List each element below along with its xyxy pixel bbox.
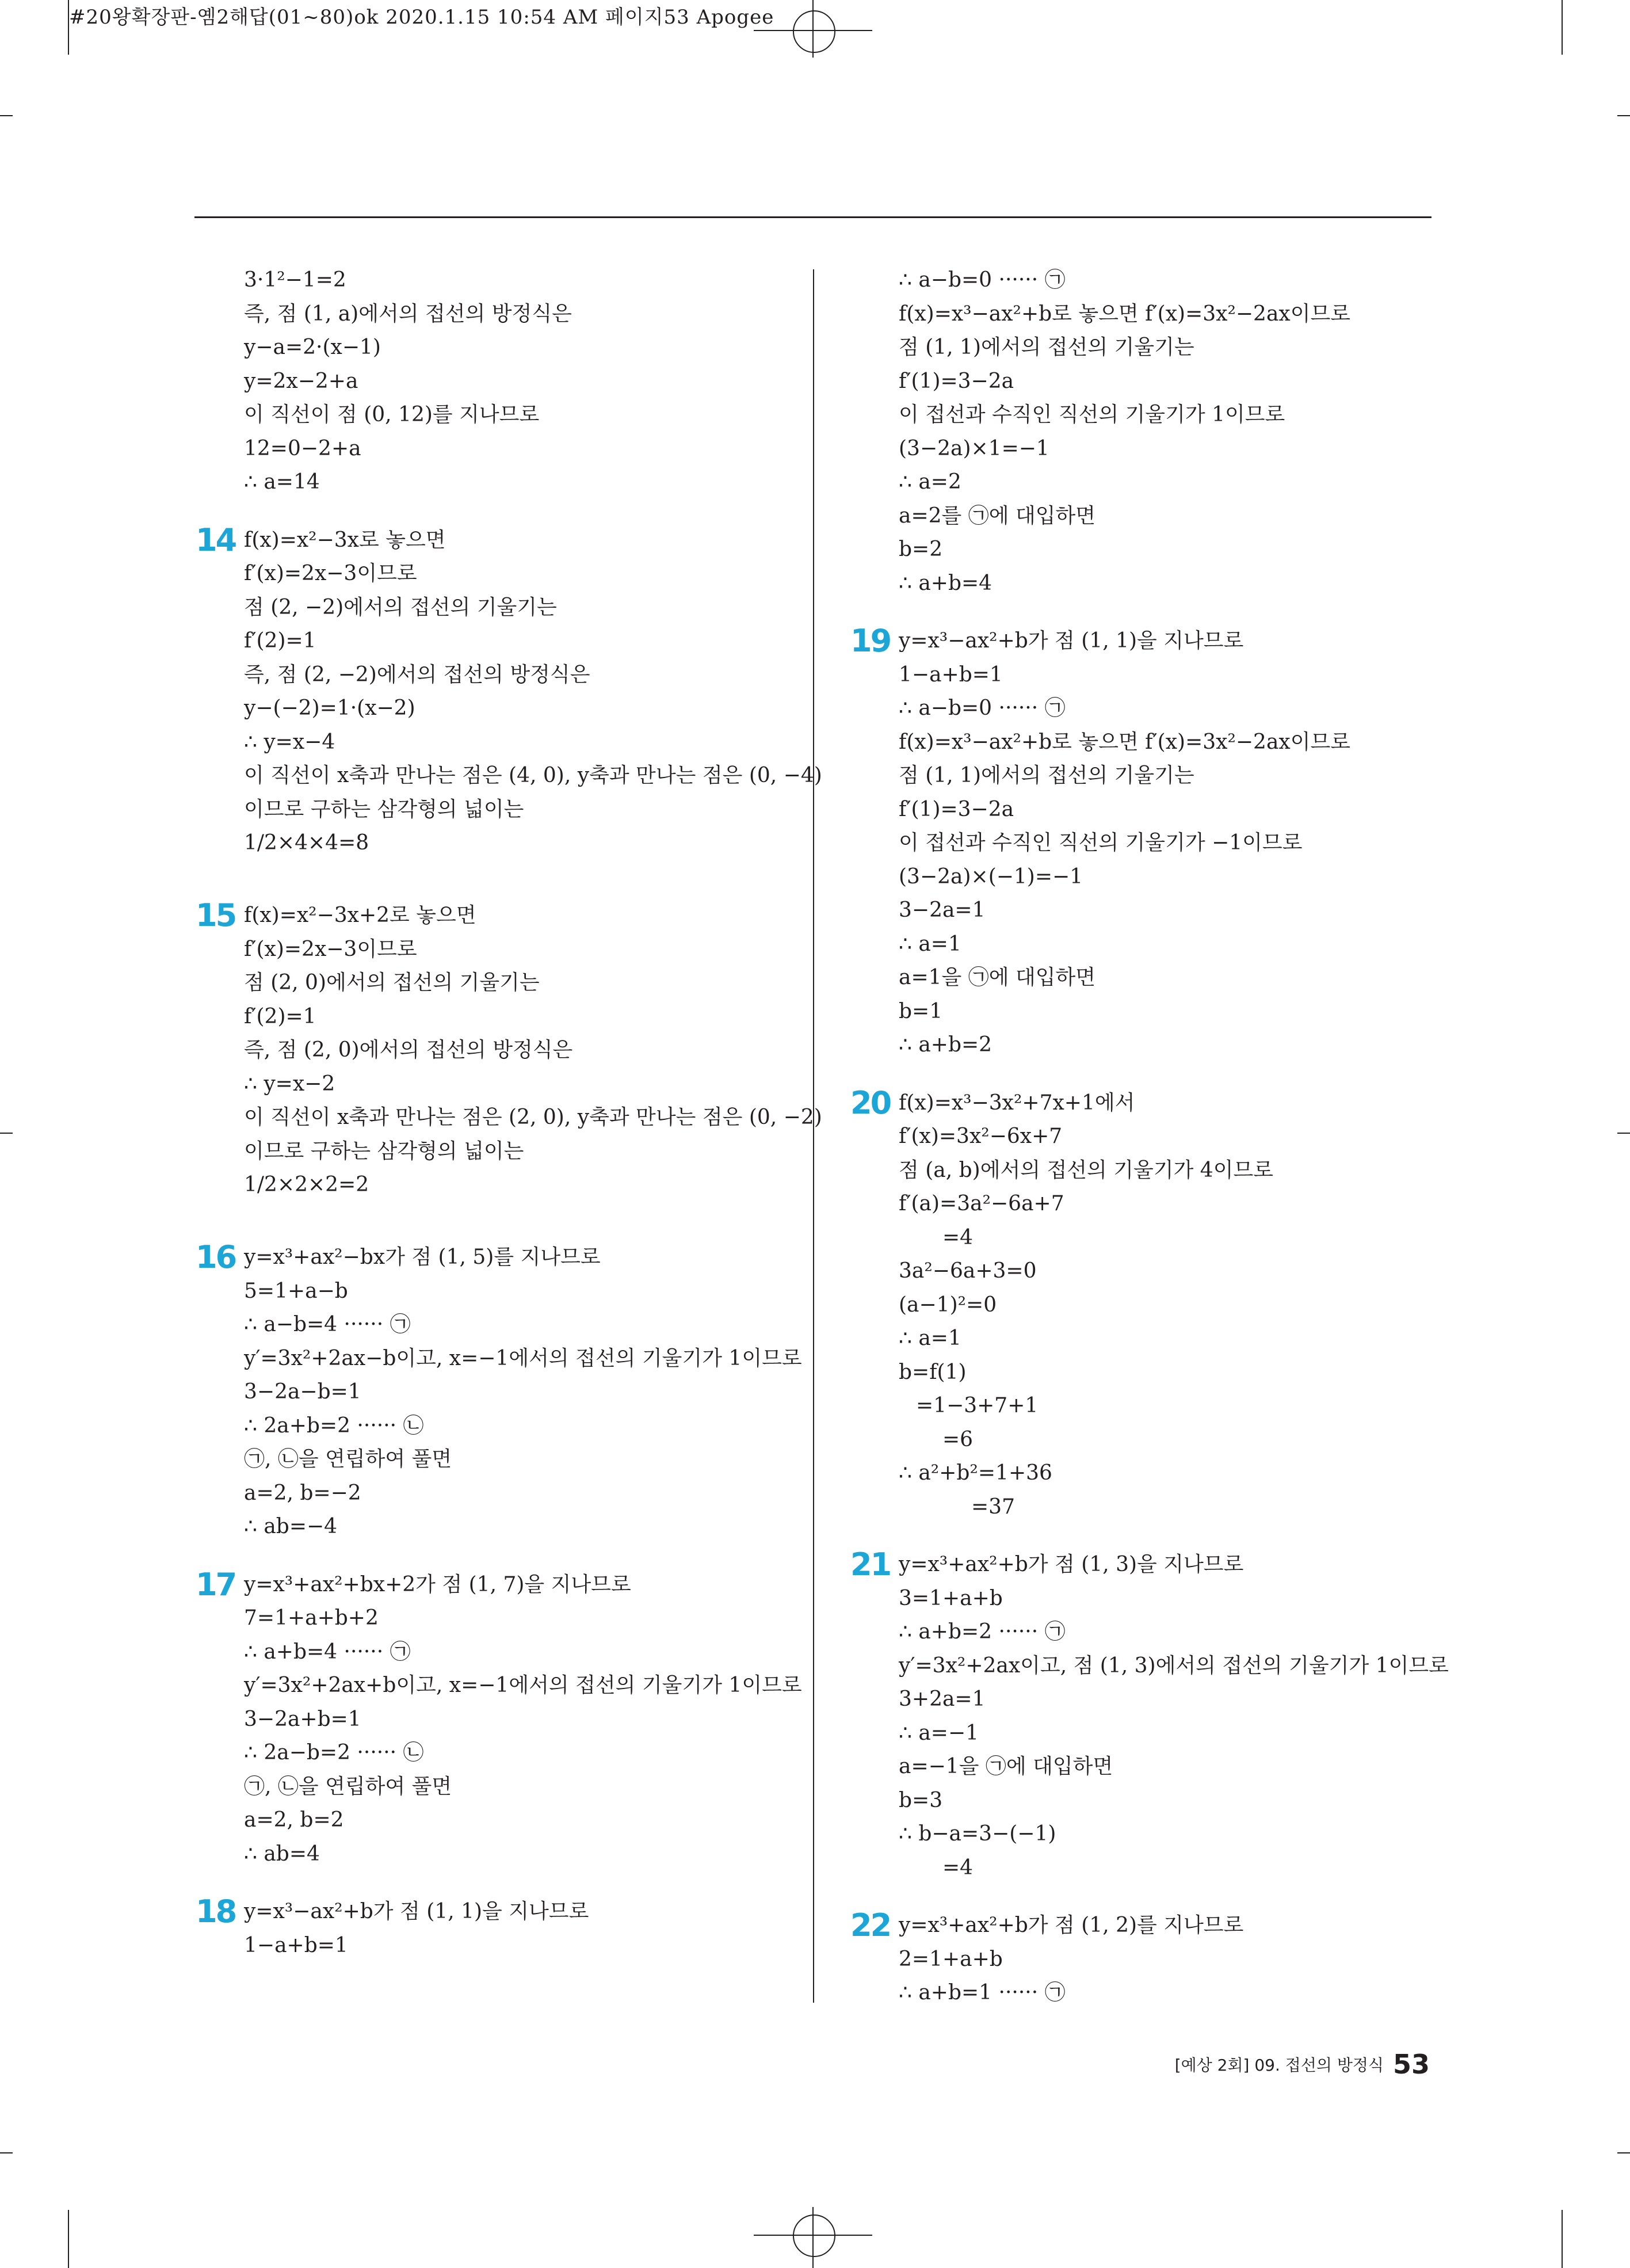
solution-line bbox=[850, 1750, 1432, 1784]
problem-number: 16 bbox=[196, 1239, 236, 1275]
registration-mark-icon bbox=[793, 2214, 835, 2257]
solution-line bbox=[196, 1308, 777, 1342]
line-text: 이 직선이 x축과 만나는 점은 (2, 0), y축과 만나는 점은 (0, −2) bbox=[244, 1106, 822, 1129]
solution-line bbox=[850, 1717, 1432, 1751]
solution-line bbox=[850, 1423, 1432, 1457]
solution-line bbox=[850, 1084, 1432, 1121]
solution-line bbox=[196, 1034, 777, 1068]
line-text: 5=1+a−b bbox=[244, 1279, 348, 1303]
solution-line bbox=[196, 1568, 777, 1602]
line-text: ∴ ab=4 bbox=[244, 1842, 320, 1866]
solution-line bbox=[850, 1649, 1449, 1683]
solution-line bbox=[850, 1356, 1432, 1390]
problem-number: 21 bbox=[850, 1546, 891, 1583]
line-text: ∴ y=x−4 bbox=[244, 730, 335, 754]
solution-line bbox=[850, 1548, 1432, 1582]
line-text: y=x³+ax²+b가 점 (1, 3)을 지나므로 bbox=[899, 1553, 1244, 1576]
solution-line bbox=[850, 398, 1432, 432]
line-text: 점 (2, −2)에서의 접선의 기울기는 bbox=[244, 595, 557, 619]
solution-line bbox=[850, 961, 1432, 995]
solution-line bbox=[196, 432, 777, 466]
solution-line bbox=[850, 1851, 1432, 1885]
line-text: 3+2a=1 bbox=[899, 1687, 986, 1711]
solution-line bbox=[196, 899, 777, 933]
solution-line bbox=[850, 995, 1432, 1029]
solution-line bbox=[850, 1943, 1432, 1977]
solution-line bbox=[850, 432, 1432, 466]
line-text: b=1 bbox=[899, 999, 943, 1023]
solution-line bbox=[850, 264, 1432, 298]
line-text: ∴ a−b=4 ······ ㉠ bbox=[244, 1313, 411, 1336]
line-text: 3−2a=1 bbox=[899, 898, 986, 922]
line-text: b=3 bbox=[899, 1788, 943, 1812]
line-text: ∴ a=2 bbox=[899, 470, 961, 494]
line-text: 이므로 구하는 삼각형의 넓이는 bbox=[244, 1139, 524, 1163]
solution-line bbox=[850, 1909, 1432, 1943]
solution-line bbox=[850, 1491, 1432, 1524]
solution-line bbox=[850, 331, 1432, 365]
solution-line bbox=[850, 1289, 1432, 1322]
solution-line bbox=[196, 1804, 777, 1838]
line-text: b=2 bbox=[899, 538, 943, 561]
line-text: a=2, b=2 bbox=[244, 1808, 344, 1832]
line-text: y−(−2)=1·(x−2) bbox=[244, 696, 415, 720]
line-text: (a−1)²=0 bbox=[899, 1293, 997, 1317]
line-text: a=−1을 ㉠에 대입하면 bbox=[899, 1755, 1113, 1778]
solution-line bbox=[850, 692, 1432, 726]
solution-line bbox=[850, 1221, 1432, 1255]
line-text: ∴ a+b=2 ······ ㉠ bbox=[899, 1620, 1066, 1644]
line-text: f(x)=x³−ax²+b로 놓으면 f′(x)=3x²−2ax이므로 bbox=[899, 730, 1351, 754]
line-text: y−a=2·(x−1) bbox=[244, 336, 381, 359]
registration-cross bbox=[812, 2207, 814, 2268]
solution-line bbox=[196, 692, 777, 726]
problem-number: 19 bbox=[850, 623, 891, 659]
line-text: a=1을 ㉠에 대입하면 bbox=[899, 966, 1096, 989]
line-text: 12=0−2+a bbox=[244, 436, 361, 460]
line-text: f′(2)=1 bbox=[244, 1004, 316, 1028]
solution-line bbox=[850, 726, 1432, 760]
line-text: ∴ a+b=1 ······ ㉠ bbox=[899, 1981, 1066, 2004]
line-text: 1/2×2×2=2 bbox=[244, 1173, 369, 1196]
line-text: f′(x)=2x−3이므로 bbox=[244, 562, 417, 585]
solution-line bbox=[196, 1669, 802, 1703]
line-text: 점 (2, 0)에서의 접선의 기울기는 bbox=[244, 971, 540, 994]
crop-mark bbox=[0, 1133, 13, 1134]
line-text: f(x)=x²−3x+2로 놓으면 bbox=[244, 904, 476, 927]
registration-cross bbox=[812, 0, 814, 58]
problem-number: 14 bbox=[196, 521, 236, 558]
line-text: ∴ a−b=0 ······ ㉠ bbox=[899, 268, 1066, 292]
solution-line bbox=[850, 826, 1432, 860]
line-text: 점 (1, 1)에서의 접선의 기울기는 bbox=[899, 336, 1194, 359]
print-slug: #20왕확장판-옘2해답(01~80)ok 2020.1.15 10:54 AM 페이지53 Apogee bbox=[69, 6, 774, 29]
solution-line bbox=[196, 331, 777, 365]
chapter-label: [예상 2회] 09. 접선의 방정식 bbox=[1174, 2056, 1384, 2075]
solution-line bbox=[850, 1028, 1432, 1062]
line-text: 3−2a+b=1 bbox=[244, 1707, 361, 1731]
solution-line bbox=[196, 658, 777, 692]
solution-line bbox=[196, 298, 777, 331]
line-text: f(x)=x²−3x로 놓으면 bbox=[244, 528, 446, 552]
solution-line bbox=[850, 860, 1432, 894]
line-text: f′(x)=3x²−6x+7 bbox=[899, 1125, 1063, 1148]
line-text: 3a²−6a+3=0 bbox=[899, 1259, 1037, 1283]
solution-line bbox=[196, 264, 777, 298]
solution-line bbox=[196, 933, 777, 967]
line-text: 이 접선과 수직인 직선의 기울기가 −1이므로 bbox=[899, 831, 1303, 855]
line-text: ∴ 2a+b=2 ······ ㉡ bbox=[244, 1413, 424, 1438]
header-rule bbox=[194, 216, 1432, 218]
line-text: 2=1+a+b bbox=[899, 1947, 1003, 1971]
line-text: f′(1)=3−2a bbox=[899, 369, 1014, 393]
solution-line bbox=[196, 1510, 777, 1544]
line-text: ∴ a−b=0 ······ ㉠ bbox=[899, 696, 1066, 720]
solution-line bbox=[196, 398, 777, 432]
line-text: =4 bbox=[942, 1855, 974, 1880]
registration-mark-icon bbox=[793, 10, 835, 53]
solution-line bbox=[196, 1068, 777, 1101]
line-text: 이므로 구하는 삼각형의 넓이는 bbox=[244, 797, 524, 821]
line-text: ∴ a+b=4 ······ ㉠ bbox=[244, 1640, 411, 1664]
problem-number: 20 bbox=[850, 1084, 891, 1121]
crop-mark bbox=[0, 115, 13, 116]
line-text: =37 bbox=[971, 1495, 1015, 1519]
solution-line bbox=[850, 533, 1432, 567]
line-text: (3−2a)×1=−1 bbox=[899, 436, 1049, 460]
solution-line bbox=[196, 826, 777, 875]
line-text: f′(2)=1 bbox=[244, 629, 316, 653]
solution-line bbox=[850, 1457, 1432, 1491]
solution-line bbox=[850, 1582, 1432, 1616]
solution-line bbox=[850, 1322, 1432, 1356]
solution-line bbox=[850, 1976, 1432, 2010]
crop-mark bbox=[68, 2210, 69, 2268]
line-text: b=f(1) bbox=[899, 1360, 967, 1384]
solution-line bbox=[850, 658, 1432, 692]
line-text: y=x³+ax²−bx가 점 (1, 5)를 지나므로 bbox=[244, 1245, 601, 1269]
solution-line bbox=[196, 1409, 777, 1443]
solution-line bbox=[196, 365, 777, 399]
line-text: ∴ y=x−2 bbox=[244, 1072, 335, 1096]
solution-line bbox=[196, 1477, 777, 1511]
line-text: a=2, b=−2 bbox=[244, 1481, 361, 1505]
right-column bbox=[850, 264, 1449, 2010]
line-text: y=2x−2+a bbox=[244, 369, 358, 393]
solution-line bbox=[196, 1000, 777, 1034]
solution-line bbox=[196, 591, 777, 625]
solution-line bbox=[196, 1636, 777, 1669]
solution-line bbox=[196, 1770, 777, 1804]
line-text: ∴ a=1 bbox=[899, 1327, 961, 1350]
solution-line bbox=[850, 466, 1432, 500]
line-text: ∴ a=−1 bbox=[899, 1721, 979, 1745]
line-text: f′(1)=3−2a bbox=[899, 797, 1014, 821]
left-column bbox=[196, 264, 822, 1962]
line-text: y=x³−ax²+b가 점 (1, 1)을 지나므로 bbox=[244, 1900, 589, 1923]
solution-line bbox=[850, 894, 1432, 928]
line-text: =1−3+7+1 bbox=[916, 1394, 1039, 1417]
line-text: ∴ a=1 bbox=[899, 932, 961, 956]
solution-line bbox=[850, 928, 1432, 962]
line-text: ∴ a+b=2 bbox=[899, 1033, 992, 1057]
solution-line bbox=[850, 500, 1432, 533]
solution-line bbox=[196, 1375, 777, 1409]
problem-number: 15 bbox=[196, 897, 236, 933]
solution-line bbox=[196, 793, 777, 827]
line-text: ㉠, ㉡을 연립하여 풀면 bbox=[244, 1447, 452, 1471]
line-text: y=x³−ax²+b가 점 (1, 1)을 지나므로 bbox=[899, 629, 1244, 653]
solution-line bbox=[850, 298, 1432, 331]
crop-mark bbox=[1562, 2210, 1563, 2268]
solution-line bbox=[196, 1602, 777, 1636]
line-text: y′=3x²+2ax이고, 점 (1, 3)에서의 접선의 기울기가 1이므로 bbox=[899, 1653, 1449, 1678]
line-text: 1−a+b=1 bbox=[244, 1933, 348, 1957]
line-text: y=x³+ax²+b가 점 (1, 2)를 지나므로 bbox=[899, 1913, 1244, 1937]
problem-number: 17 bbox=[196, 1566, 236, 1603]
solution-line bbox=[850, 1120, 1432, 1154]
solution-line bbox=[196, 1736, 777, 1770]
solution-line bbox=[196, 1443, 777, 1477]
column-divider bbox=[813, 269, 814, 2003]
problem-number: 18 bbox=[196, 1893, 236, 1930]
line-text: ∴ a+b=4 bbox=[899, 571, 992, 595]
solution-line bbox=[196, 1895, 777, 1929]
solution-line bbox=[850, 1389, 1432, 1423]
crop-mark bbox=[1617, 2152, 1630, 2153]
line-text: 1−a+b=1 bbox=[899, 662, 1003, 687]
line-text: y′=3x²+2ax+b이고, x=−1에서의 접선의 기울기가 1이므로 bbox=[244, 1674, 802, 1697]
solution-line bbox=[196, 1241, 777, 1275]
solution-line bbox=[196, 521, 777, 558]
solution-line bbox=[196, 1135, 777, 1169]
line-text: 이 직선이 점 (0, 12)를 지나므로 bbox=[244, 403, 540, 426]
crop-mark bbox=[0, 2152, 13, 2153]
crop-mark bbox=[1617, 115, 1630, 116]
solution-line bbox=[196, 1838, 777, 1871]
solution-line bbox=[196, 1168, 777, 1217]
solution-line bbox=[850, 1154, 1432, 1188]
solution-line bbox=[850, 624, 1432, 658]
line-text: =4 bbox=[942, 1225, 974, 1249]
solution-line bbox=[850, 1615, 1432, 1649]
solution-line bbox=[196, 1275, 777, 1309]
line-text: ∴ a=14 bbox=[244, 470, 320, 494]
crop-mark bbox=[1617, 1133, 1630, 1134]
line-text: ∴ b−a=3−(−1) bbox=[899, 1822, 1056, 1846]
line-text: 3=1+a+b bbox=[899, 1586, 1003, 1610]
line-text: 즉, 점 (2, 0)에서의 접선의 방정식은 bbox=[244, 1038, 573, 1062]
solution-line bbox=[850, 793, 1432, 827]
solution-line bbox=[850, 1817, 1432, 1851]
solution-line bbox=[850, 1683, 1432, 1717]
solution-line bbox=[196, 557, 777, 591]
crop-mark bbox=[1562, 0, 1563, 55]
line-text: ∴ 2a−b=2 ······ ㉡ bbox=[244, 1741, 424, 1764]
solution-line bbox=[850, 1187, 1432, 1221]
line-text: 이 접선과 수직인 직선의 기울기가 1이므로 bbox=[899, 403, 1285, 426]
line-text: f′(a)=3a²−6a+7 bbox=[899, 1192, 1064, 1215]
line-text: y=x³+ax²+bx+2가 점 (1, 7)을 지나므로 bbox=[244, 1572, 631, 1596]
line-text: f(x)=x³−ax²+b로 놓으면 f′(x)=3x²−2ax이므로 bbox=[899, 302, 1351, 326]
line-text: ∴ ab=−4 bbox=[244, 1515, 338, 1538]
page-footer bbox=[1175, 2049, 1430, 2080]
line-text: ㉠, ㉡을 연립하여 풀면 bbox=[244, 1774, 452, 1798]
solution-line bbox=[196, 1101, 822, 1135]
line-text: (3−2a)×(−1)=−1 bbox=[899, 864, 1083, 889]
line-text: 즉, 점 (1, a)에서의 접선의 방정식은 bbox=[244, 302, 572, 326]
solution-line bbox=[196, 1342, 802, 1376]
line-text: 점 (a, b)에서의 접선의 기울기가 4이므로 bbox=[899, 1158, 1274, 1182]
line-text: 1/2×4×4=8 bbox=[244, 831, 369, 855]
solution-line bbox=[196, 726, 777, 760]
solution-line bbox=[850, 759, 1432, 793]
solution-line bbox=[196, 759, 822, 793]
line-text: f(x)=x³−3x²+7x+1에서 bbox=[899, 1091, 1135, 1115]
line-text: =6 bbox=[942, 1427, 974, 1451]
line-text: f′(x)=2x−3이므로 bbox=[244, 937, 417, 961]
line-text: 7=1+a+b+2 bbox=[244, 1606, 379, 1630]
page-number: 53 bbox=[1392, 2049, 1430, 2080]
line-text: y′=3x²+2ax−b이고, x=−1에서의 접선의 기울기가 1이므로 bbox=[244, 1346, 802, 1370]
solution-line bbox=[850, 1784, 1432, 1818]
crop-mark bbox=[68, 0, 69, 55]
solution-line bbox=[196, 466, 777, 500]
line-text: 3·1²−1=2 bbox=[244, 268, 346, 292]
line-text: 즉, 점 (2, −2)에서의 접선의 방정식은 bbox=[244, 662, 590, 687]
solution-line bbox=[850, 567, 1432, 601]
solution-line bbox=[196, 624, 777, 658]
line-text: ∴ a²+b²=1+36 bbox=[899, 1461, 1052, 1485]
problem-number: 22 bbox=[850, 1907, 891, 1943]
solution-line bbox=[850, 365, 1432, 399]
line-text: 이 직선이 x축과 만나는 점은 (4, 0), y축과 만나는 점은 (0, −4) bbox=[244, 764, 822, 787]
line-text: 3−2a−b=1 bbox=[244, 1380, 361, 1404]
solution-line bbox=[196, 1929, 777, 1963]
solution-line bbox=[196, 966, 777, 1000]
line-text: 점 (1, 1)에서의 접선의 기울기는 bbox=[899, 764, 1194, 787]
solution-line bbox=[196, 1703, 777, 1737]
solution-line bbox=[850, 1255, 1432, 1289]
line-text: a=2를 ㉠에 대입하면 bbox=[899, 504, 1096, 528]
